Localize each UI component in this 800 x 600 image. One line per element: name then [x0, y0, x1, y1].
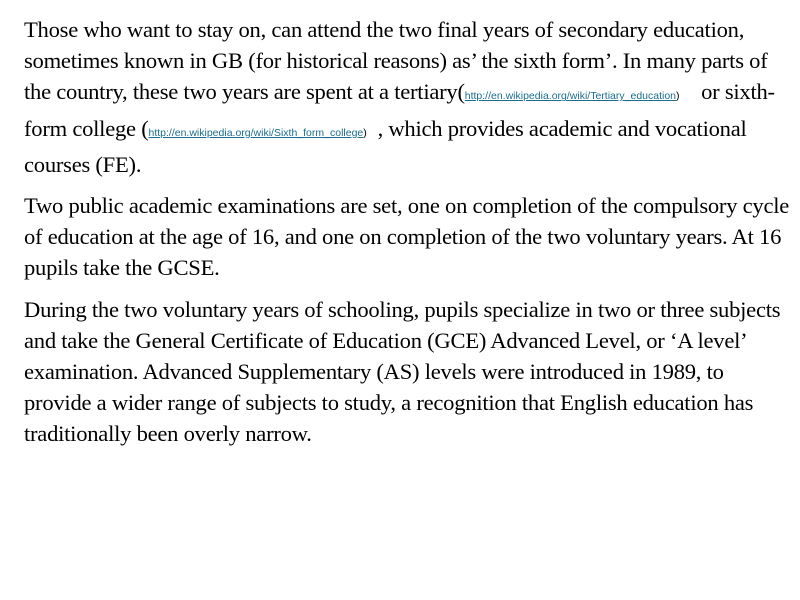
paragraph-a-levels: During the two voluntary years of schooling, pupils specialize in two or three subjects and take the General Certificate of Education (GCE) Advanced Level, or ‘A level’ examination. Advanced Supplementary (AS) levels were introduced in 1989, to provide a wider range of subjects to study, a recognition that English education has traditionally been overly narrow. [24, 296, 781, 447]
sixth-form-college-link[interactable]: http://en.wikipedia.org/wiki/Sixth_form_college [148, 126, 364, 139]
paragraph-text: Those who want to stay on, can attend the two final years of secondary education, sometimes known in GB (for historical reasons) as’ the sixth form’. In many parts of the country, these two years are spent at a tertiary( [24, 17, 768, 105]
paragraph-examinations: Two public academic examinations are set, one on completion of the compulsory cycle of education at the age of 16, and one on completion of the two voluntary years. At 16 pupils take the GCSE. [24, 193, 790, 281]
paragraph-sixth-form [24, 14, 794, 180]
paragraph-text: or sixth-form college ( [24, 79, 775, 141]
link-close-paren: ) [363, 126, 367, 139]
link-close-paren: ) [676, 90, 680, 103]
slide-body [24, 14, 794, 460]
paragraph-text: , which provides academic and vocational courses (FE). [24, 115, 752, 177]
tertiary-education-link[interactable]: http://en.wikipedia.org/wiki/Tertiary_education [464, 90, 677, 103]
